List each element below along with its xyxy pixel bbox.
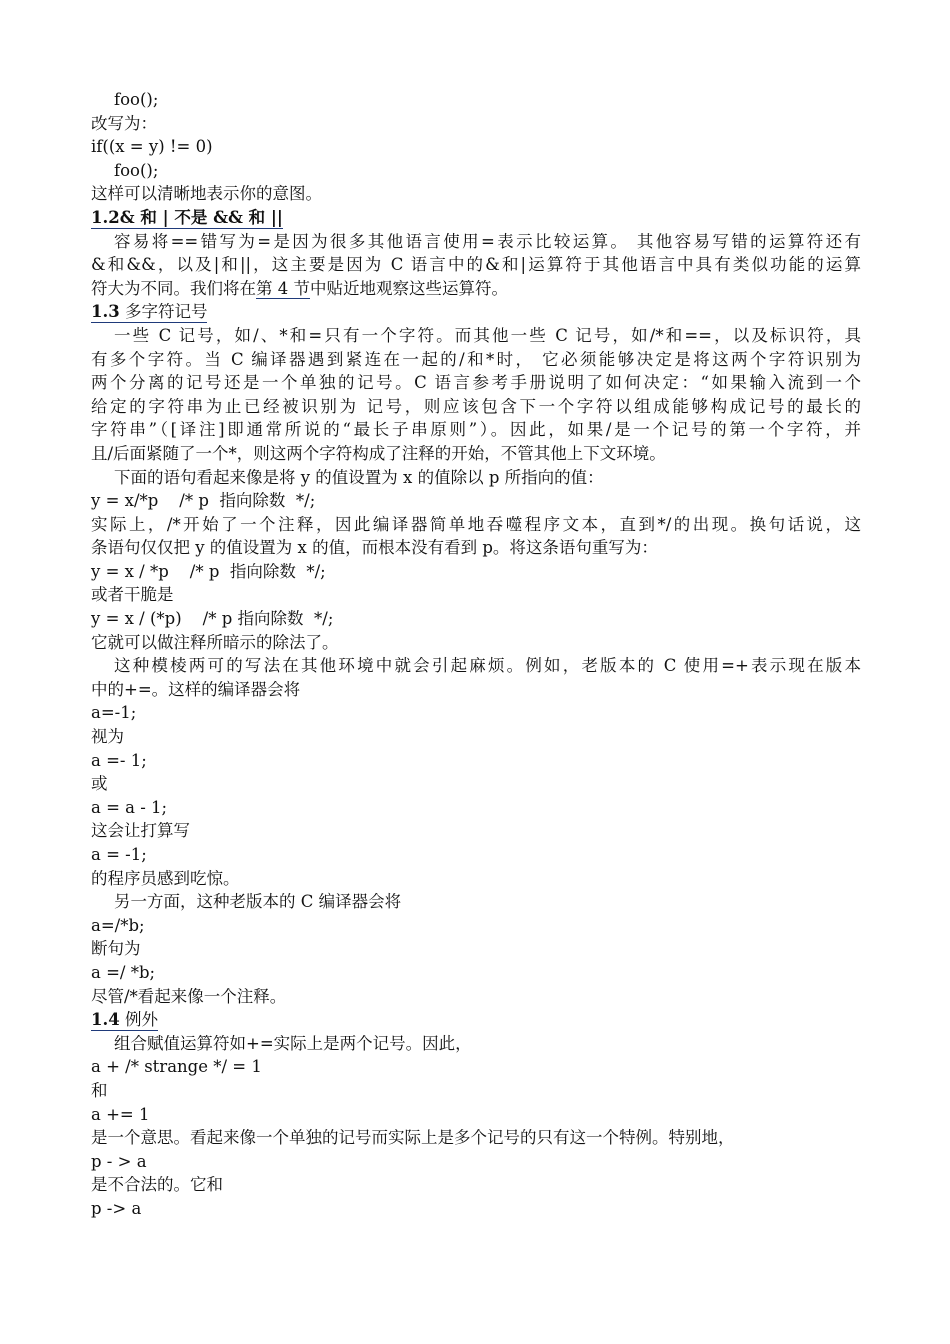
paragraph-actual [91, 513, 861, 560]
text-line: 且/后面紧随了一个*，则这两个字符构成了注释的开始，不管其他上下文环境。 [91, 443, 666, 463]
heading-text: 多字符记号 [119, 302, 208, 322]
code-line: a = a - 1; [91, 797, 168, 817]
paragraph-ambiguous [91, 654, 861, 701]
code-line: a=/*b; [91, 915, 145, 935]
text-line: 或者干脆是 [91, 585, 174, 605]
heading-number: 1.3 [91, 302, 120, 322]
code-line: p -> a [91, 1198, 142, 1218]
text-line: 这种模棱两可的写法在其他环境中就会引起麻烦。例如，老版本的 C 使用=+表示现在版本 [114, 656, 861, 676]
text-line: 是不合法的。它和 [91, 1175, 223, 1195]
text-line: 两个分离的记号还是一个单独的记号。C 语言参考手册说明了如何决定：“如果输入流到一个 [91, 373, 861, 393]
code-line: foo(); [114, 160, 159, 180]
code-line: if((x = y) != 0) [91, 137, 213, 157]
text-line: 实际上，/*开始了一个注释，因此编译器简单地吞噬程序文本，直到*/的出现。换句话说，这 [91, 514, 861, 534]
text-line: 是一个意思。看起来像一个单独的记号而实际上是多个记号的只有这一个特例。特别地， [91, 1128, 735, 1148]
heading-text: & 和 | 不是 && 和 || [119, 207, 283, 227]
text-line: 断句为 [91, 939, 141, 959]
text-line: 组合赋值运算符如+=实际上是两个记号。因此， [114, 1033, 472, 1053]
heading-number: 1.2 [91, 207, 120, 227]
code-line: a=-1; [91, 703, 137, 723]
text-line: 尽管/*看起来像一个注释。 [91, 986, 287, 1006]
section-heading-1-4 [91, 1008, 861, 1032]
text-line: 条语句仅仅把 y 的值设置为 x 的值，而根本没有看到 p。将这条语句重写为： [91, 538, 658, 558]
code-line: a += 1 [91, 1104, 150, 1124]
text-line: 下面的语句看起来像是将 y 的值设置为 x 的值除以 p 所指向的值： [114, 467, 604, 487]
code-line: foo(); [114, 90, 159, 109]
text-line: 另一方面，这种老版本的 C 编译器会将 [114, 892, 402, 912]
section-link[interactable]: 第 4 节 [256, 278, 310, 298]
heading-text: 例外 [119, 1010, 158, 1030]
text-line: 这样可以清晰地表示你的意图。 [91, 184, 322, 204]
text-line: 容易将==错写为=是因为很多其他语言使用=表示比较运算。 其他容易写错的运算符还有 [114, 231, 861, 251]
paragraph-1-3 [91, 324, 861, 466]
section-heading-1-3 [91, 300, 861, 324]
text-line: 给定的字符串为止已经被识别为 记号，则应该包含下一个字符以组成能够构成记号的最长的 [91, 396, 861, 416]
text-line: 有多个字符。当 C 编译器遇到紧连在一起的/和*时， 它必须能够决定是将这两个字符识别为 [91, 349, 861, 369]
code-line: a = -1; [91, 845, 147, 864]
code-block-top [91, 88, 861, 206]
text-line: 这会让打算写 [91, 821, 190, 841]
text-line: 和 [91, 1080, 108, 1100]
code-line: p - > a [91, 1151, 147, 1171]
code-line: a =- 1; [91, 750, 147, 770]
text-span: 中贴近地观察这些运算符。 [310, 278, 508, 298]
code-line: a =/ *b; [91, 962, 156, 982]
paragraph-1-2 [91, 230, 861, 301]
code-line: y = x/*p /* p 指向除数 */; [91, 491, 316, 511]
code-block-exceptions [91, 1032, 861, 1221]
heading-number: 1.4 [91, 1010, 120, 1030]
text-span: 符大为不同。我们将在 [91, 278, 256, 298]
code-block-rewrites [91, 560, 861, 654]
text-line: 改写为： [91, 113, 157, 133]
text-line: 视为 [91, 727, 124, 747]
text-line [91, 277, 861, 301]
text-line: 中的+=。这样的编译器会将 [91, 679, 301, 699]
text-line: 或 [91, 774, 108, 794]
text-line: 字符串”（[译注]即通常所说的“最长子串原则”）。因此，如果/是一个记号的第一个字符，并 [91, 420, 861, 440]
code-line: y = x / *p /* p 指向除数 */; [91, 561, 326, 581]
text-line: 它就可以做注释所暗示的除法了。 [91, 632, 339, 652]
code-line: a + /* strange */ = 1 [91, 1057, 262, 1077]
text-line: 一些 C 记号，如/、*和=只有一个字符。而其他一些 C 记号，如/*和==，以及标识符，具 [114, 325, 861, 345]
code-block-old-compiler [91, 701, 861, 1008]
text-line: &和&&，以及|和||，这主要是因为 C 语言中的&和|运算符于其他语言中具有类似功能的运算 [91, 255, 861, 275]
section-heading-1-2 [91, 206, 861, 230]
text-line: 的程序员感到吃惊。 [91, 868, 240, 888]
code-line: y = x / (*p) /* p 指向除数 */; [91, 609, 334, 629]
document-page [91, 88, 861, 1221]
